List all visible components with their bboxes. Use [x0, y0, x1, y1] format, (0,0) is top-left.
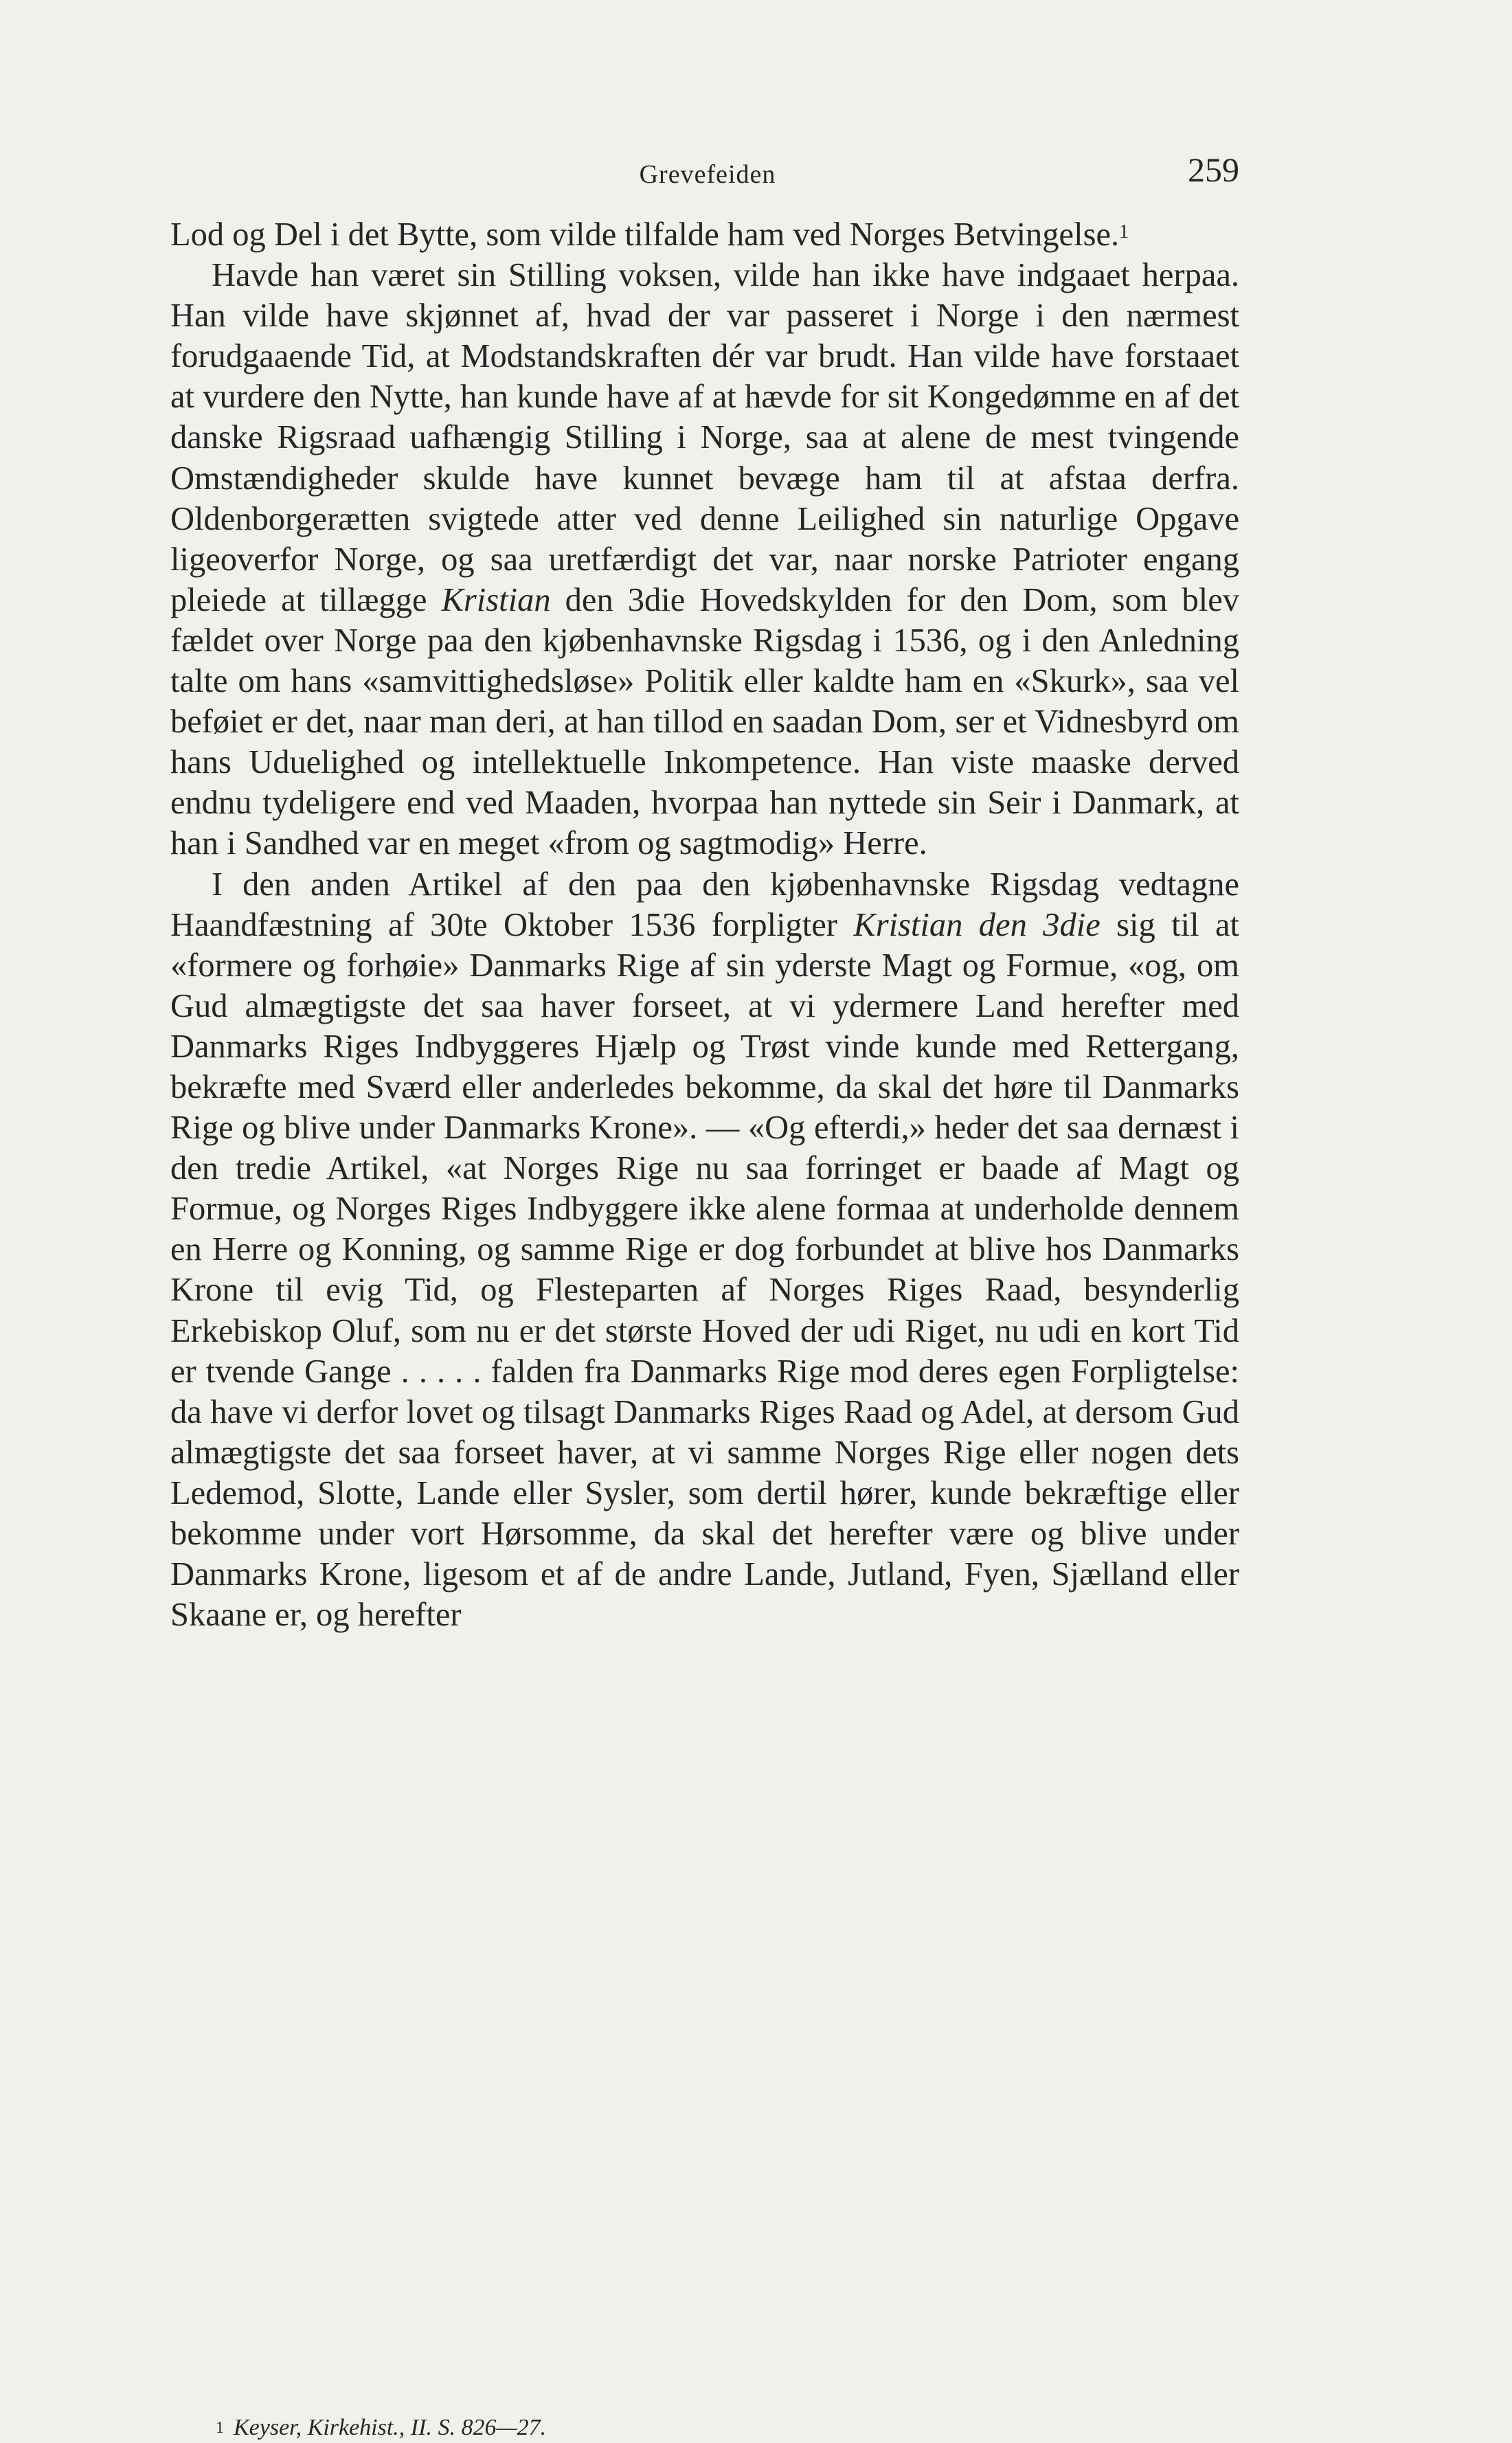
footnote	[216, 2413, 1239, 2443]
paragraph-3-part-a: I den anden Artikel af den paa den kjøbenhavnske Rigsdag vedtagne Haandfæstning af 30te Oktober 1536 forpligter	[170, 866, 1239, 943]
paragraph-2-italic: Kristian	[441, 581, 551, 618]
running-title: Grevefeiden	[639, 160, 776, 189]
page-number: 259	[1188, 150, 1239, 189]
footnote-text: Keyser, Kirkehist., II. S. 826—27.	[234, 2415, 547, 2440]
page-header	[172, 150, 1243, 198]
footnote-number: 1	[216, 2419, 224, 2437]
paragraph-3	[170, 864, 1239, 1636]
paragraph-3-part-b: sig til at «formere og forhøie» Danmarks Rige af sin yderste Magt og Formue, «og, om Gud almægtigste det saa haver forseet, at vi ydermere Land herefter med Danmarks Riges Indbyggeres Hjælp og Trøst vinde kunde med Rettergang, bekræfte med Sværd eller anderledes bekomme, da skal det høre til Danmarks Rige og blive under Danmarks Krone». — «Og efterdi,» heder det saa dernæst i den tredie Artikel, «at Norges Rige nu saa forringet er baade af Magt og Formue, og Norges Riges Indbyggere ikke alene formaa at underholde dennem en Herre og Konning, og samme Rige er dog forbundet at blive hos Danmarks Krone til evig Tid, og Flesteparten af Norges Riges Raad, besynderlig Erkebiskop Oluf, som nu er det største Hoved der udi Riget, nu udi en kort Tid er tvende Gange . . . . . falden fra Danmarks Rige mod deres egen Forpligtelse: da have vi derfor lovet og tilsagt Danmarks Riges Raad og Adel, at dersom Gud almægtigste det saa forseet haver, at vi samme Norges Rige eller nogen dets Ledemod, Slotte, Lande eller Sysler, som dertil hører, kunde bekræftige eller bekomme under vort Hørsomme, da skal det herefter være og blive under Danmarks Krone, ligesom et af de andre Lande, Jutland, Fyen, Sjælland eller Skaane er, og herefter	[170, 906, 1239, 1634]
paragraph-2	[170, 255, 1239, 864]
body-text	[170, 214, 1239, 1635]
paragraph-1-text: Lod og Del i det Bytte, som vilde tilfalde ham ved Norges Betvingelse.	[170, 216, 1120, 253]
footnote-reference: 1	[1119, 221, 1129, 243]
paragraph-2-part-b: den 3die Hovedskylden for den Dom, som blev fældet over Norge paa den kjøbenhavnske Rigsdag i 1536, og i den Anledning talte om hans «samvittighedsløse» Politik eller kaldte ham en «Skurk», saa vel beføiet er det, naar man deri, at han tillod en saadan Dom, ser et Vidnesbyrd om hans Uduelighed og intellektuelle Inkompetence. Han viste maaske derved endnu tydeligere end ved Maaden, hvorpaa han nyttede sin Seir i Danmark, at han i Sandhed var en meget «from og sagtmodig» Herre.	[170, 581, 1240, 862]
paragraph-1	[170, 214, 1239, 255]
paragraph-2-part-a: Havde han været sin Stilling voksen, vilde han ikke have indgaaet herpaa. Han vilde have skjønnet af, hvad der var passeret i Norge i den nærmest forudgaaende Tid, at Modstandskraften dér var brudt. Han vilde have forstaaet at vurdere den Nytte, han kunde have af at hævde for sit Kongedømme en af det danske Rigsraad uafhængig Stilling i Norge, saa at alene de mest tvingende Omstændigheder skulde have kunnet bevæge ham til at afstaa derfra. Oldenborgerætten svigtede atter ved denne Leilighed sin naturlige Opgave ligeoverfor Norge, og saa uretfærdigt det var, naar norske Patrioter engang pleiede at tillægge	[170, 257, 1239, 618]
paragraph-3-italic: Kristian den 3die	[853, 906, 1101, 943]
